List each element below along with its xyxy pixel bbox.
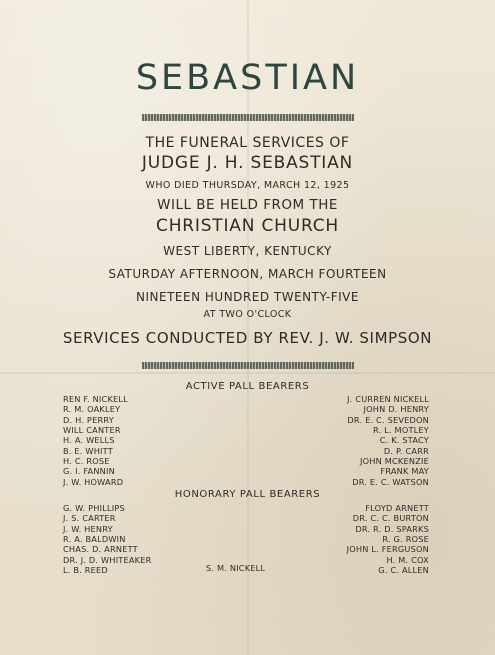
bearer-name: R. L. MOTLEY <box>372 425 429 436</box>
bearer-name: DR. R. D. SPARKS <box>355 523 429 534</box>
honorary-pall-bearers-heading: HONORARY PALL BEARERS <box>174 489 321 500</box>
announcement-line-1: THE FUNERAL SERVICES OF <box>145 135 350 151</box>
announcement-line-4: WILL BE HELD FROM THE <box>157 197 338 213</box>
honorary-pall-bearers-right-column <box>347 503 429 575</box>
announcement-line-7: SATURDAY AFTERNOON, MARCH FOURTEEN <box>108 267 387 281</box>
announcement-line-5: CHRISTIAN CHURCH <box>156 216 339 236</box>
bearer-name: DR. E. C. SEVEDON <box>347 414 429 425</box>
active-pall-bearers-heading: ACTIVE PALL BEARERS <box>185 381 310 392</box>
heading-surname: SEBASTIAN <box>135 58 360 98</box>
bearer-name: J. S. CARTER <box>63 513 116 524</box>
bearer-name: G. W. PHILLIPS <box>63 503 125 513</box>
bearer-name: JOHN L. FERGUSON <box>346 544 429 555</box>
bearer-name: D. P. CARR <box>383 445 429 456</box>
bearer-name: L. B. REED <box>63 565 108 576</box>
bearer-name: H. A. WELLS <box>63 435 115 446</box>
bearer-name: D. H. PERRY <box>63 414 114 425</box>
announcement-line-9: AT TWO O'CLOCK <box>203 309 292 320</box>
bearer-name: FLOYD ARNETT <box>365 503 429 513</box>
ornamental-rule-middle <box>142 362 354 369</box>
bearer-name: DR. E. C. WATSON <box>352 476 429 487</box>
bearer-name: R. M. OAKLEY <box>63 404 121 415</box>
honorary-bearer-center: S. M. NICKELL <box>206 563 266 573</box>
ornamental-rule-top <box>142 114 354 121</box>
announcement-line-6: WEST LIBERTY, KENTUCKY <box>163 244 332 258</box>
bearer-name: JOHN D. HENRY <box>363 404 429 415</box>
active-pall-bearers-left-column <box>63 394 128 487</box>
bearer-name: JOHN MCKENZIE <box>360 456 429 467</box>
bearer-name: J. W. HENRY <box>63 523 113 534</box>
fold-crease-vertical <box>247 0 249 655</box>
honorary-pall-bearers-left-column <box>63 503 152 575</box>
bearer-name: DR. J. D. WHITEAKER <box>63 554 152 565</box>
active-pall-bearers-right-column <box>347 394 429 487</box>
bearer-name: G. C. ALLEN <box>378 565 429 576</box>
bearer-name: G. I. FANNIN <box>63 466 115 477</box>
bearer-name: FRANK MAY <box>380 466 429 477</box>
bearer-name: H. M. COX <box>386 554 429 565</box>
bearer-name: WILL CANTER <box>63 425 121 436</box>
fold-crease-horizontal <box>0 372 495 374</box>
announcement-line-3: WHO DIED THURSDAY, MARCH 12, 1925 <box>145 180 350 191</box>
bearer-name: R. A. BALDWIN <box>63 534 126 545</box>
bearer-name: CHAS. D. ARNETT <box>63 544 138 555</box>
bearer-name: J. CURREN NICKELL <box>347 394 429 404</box>
bearer-name: H. C. ROSE <box>63 456 110 467</box>
announcement-line-10: SERVICES CONDUCTED BY REV. J. W. SIMPSON <box>62 329 433 347</box>
bearer-name: B. E. WHITT <box>63 445 113 456</box>
bearer-name: C. K. STACY <box>379 435 429 446</box>
bearer-name: R. G. ROSE <box>382 534 429 545</box>
announcement-line-8: NINETEEN HUNDRED TWENTY-FIVE <box>136 290 359 304</box>
bearer-name: REN F. NICKELL <box>63 394 128 404</box>
bearer-name: J. W. HOWARD <box>63 476 124 487</box>
announcement-line-2: JUDGE J. H. SEBASTIAN <box>141 153 354 173</box>
bearer-name: DR. C. C. BURTON <box>352 513 429 524</box>
